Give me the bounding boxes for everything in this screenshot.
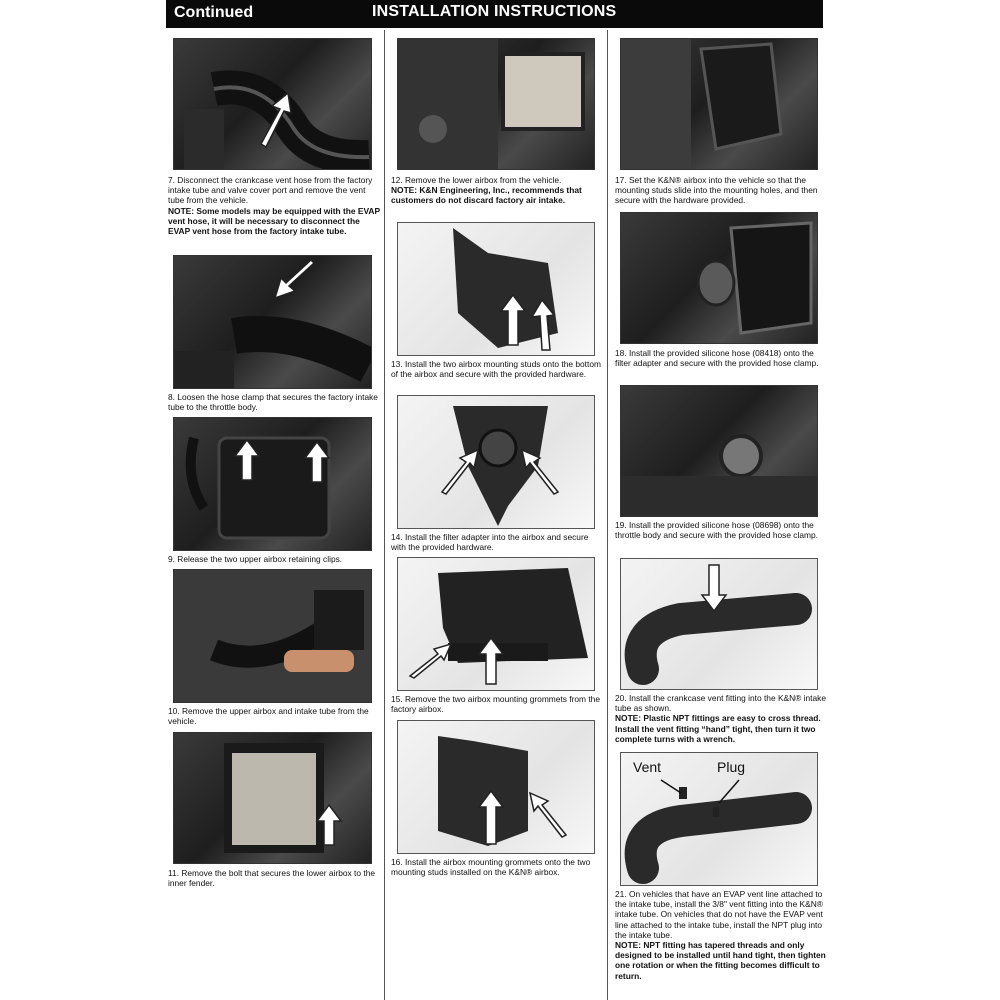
column-divider <box>384 30 385 1000</box>
step-19-text: 19. Install the provided silicone hose (08698) onto the throttle body and secure with the provided hose clamp. <box>615 520 818 541</box>
step-15-text: 15. Remove the two airbox mounting grommets from the factory airbox. <box>391 694 601 715</box>
step-10-text: 10. Remove the upper airbox and intake tube from the vehicle. <box>168 706 369 727</box>
airbox-part-illustration <box>398 396 594 528</box>
photo-step-20 <box>620 558 818 690</box>
step-20-note: NOTE: Plastic NPT fittings are easy to cross thread. Install the vent fitting “hand” tight, then turn it two complete turns with a wrench. <box>615 713 821 744</box>
airbox-part-illustration <box>398 223 594 355</box>
engine-illustration <box>398 39 594 169</box>
column-divider <box>607 30 608 1000</box>
step-8-text: 8. Loosen the hose clamp that secures the factory intake tube to the throttle body. <box>168 392 378 413</box>
arrow-icon <box>518 446 563 496</box>
step-17-text: 17. Set the K&N® airbox into the vehicle so that the mounting studs slide into the mounting holes, and then secure with the hardware provided. <box>615 175 818 206</box>
engine-illustration <box>621 386 817 516</box>
step-11-text: 11. Remove the bolt that secures the lower airbox to the inner fender. <box>168 868 376 889</box>
continued-label: Continued <box>174 4 254 21</box>
photo-step-10 <box>173 569 372 703</box>
step-13-text: 13. Install the two airbox mounting studs onto the bottom of the airbox and secure with the provided hardware. <box>391 359 601 380</box>
arrow-icon <box>438 446 483 496</box>
page-title: INSTALLATION INSTRUCTIONS <box>372 3 617 20</box>
step-7-note: NOTE: Some models may be equipped with the EVAP vent hose, it will be necessary to disconnect the EVAP vent hose from the factory intake tube. <box>168 205 380 237</box>
arrow-icon <box>232 438 262 483</box>
step-18-text: 18. Install the provided silicone hose (08418) onto the filter adapter and secure with the provided hose clamp. <box>615 348 819 369</box>
step-21-body: 21. On vehicles that have an EVAP vent line attached to the intake tube, install the 3/8" vent fitting into the K&N® intake tube. On vehicles that do not have the EVAP vent line attached to the intake tube, install the NPT plug into the intake tube. <box>615 889 823 940</box>
arrow-icon <box>526 789 571 839</box>
step-20-body: 20. Install the crankcase vent fitting into the K&N® intake tube as shown. <box>615 693 827 714</box>
arrow-icon <box>699 563 729 613</box>
step-21-note: NOTE: NPT fitting has tapered threads and only designed to be installed until hand tight, then tighten one rotation or when the fitting becomes difficult to return. <box>615 940 826 981</box>
plug-label: Plug <box>717 759 746 775</box>
airbox-illustration <box>174 418 371 550</box>
arrow-icon <box>476 789 506 847</box>
arrow-icon <box>476 636 506 686</box>
step-20-text <box>615 693 827 744</box>
photo-step-17 <box>620 38 818 170</box>
step-12-body: 12. Remove the lower airbox from the vehicle. <box>391 175 562 185</box>
photo-step-14 <box>397 395 595 529</box>
arrow-icon <box>302 440 332 485</box>
vent-label: Vent <box>633 759 662 775</box>
engine-illustration <box>621 39 817 169</box>
photo-step-16 <box>397 720 595 854</box>
arrow-icon <box>408 640 453 680</box>
step-9-text: 9. Release the two upper airbox retaining clips. <box>168 554 343 564</box>
photo-step-21 <box>620 752 818 886</box>
header-bar <box>166 0 823 28</box>
arrow-icon <box>528 298 558 353</box>
arrow-icon <box>314 803 344 848</box>
photo-step-19 <box>620 385 818 517</box>
photo-step-11 <box>173 732 372 864</box>
arrow-icon <box>256 89 296 149</box>
step-7-text <box>168 175 380 236</box>
engine-illustration <box>174 570 371 702</box>
step-12-note: NOTE: K&N Engineering, Inc., recommends that customers do not discard factory air intake. <box>391 185 582 206</box>
arrow-icon <box>269 258 319 308</box>
photo-step-15 <box>397 557 595 691</box>
step-7-body: 7. Disconnect the crankcase vent hose from the factory intake tube and valve cover port and remove the vent tube from the vehicle. <box>168 175 373 206</box>
step-12-text <box>391 175 603 206</box>
photo-step-13 <box>397 222 595 356</box>
step-14-text: 14. Install the filter adapter into the airbox and secure with the provided hardware. <box>391 532 589 553</box>
photo-step-12 <box>397 38 595 170</box>
step-21-text <box>615 889 827 981</box>
photo-step-7 <box>173 38 372 170</box>
arrow-icon <box>498 293 528 348</box>
engine-illustration <box>621 213 817 343</box>
photo-step-18 <box>620 212 818 344</box>
step-16-text: 16. Install the airbox mounting grommets onto the two mounting studs installed on the K&N® airbox. <box>391 857 591 878</box>
photo-step-9 <box>173 417 372 551</box>
photo-step-8 <box>173 255 372 389</box>
